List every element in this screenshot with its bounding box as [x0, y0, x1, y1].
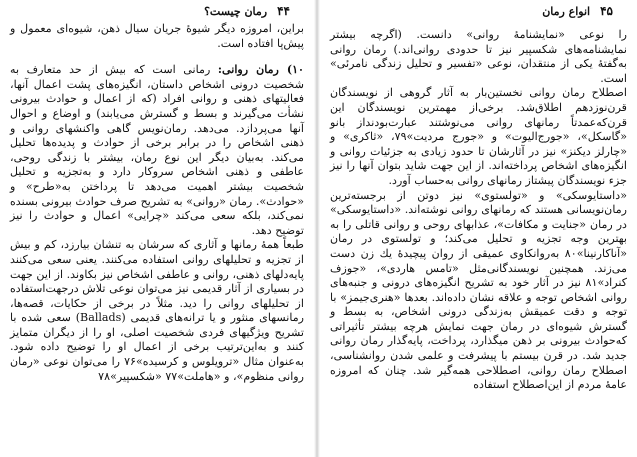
section-title: ۱۰) رمان روانی: — [217, 63, 304, 77]
left-body-text — [6, 22, 308, 384]
right-running-title: انواع رمان — [542, 4, 591, 18]
left-page — [6, 0, 308, 457]
right-body-text — [326, 22, 631, 393]
left-intro-paragraph: براین، امروزه دیگر شیوهٔ جریان سیال ذهن، شیوه‌ای معمول و پیش‌پا افتاده است. — [10, 22, 304, 50]
right-page — [326, 0, 631, 457]
book-gutter — [314, 0, 320, 457]
left-page-number: ۴۴ — [277, 4, 290, 18]
left-running-title: رمان چیست؟ — [204, 4, 268, 18]
section-body: رمانی است که بیش از حد متعارف به شخصیت درونی اشخاص داستان، انگیزه‌های پشت اعمال آنها، فعالیتهای ذهنی و روانی افراد (که از اعمال و حوادث بیرونی نشأت می‌گیرند و بسط و گسترش می‌یابند) و اوضاع و احوال آنها می‌پردازد. می‌دهد. رمان‌نویس گاهی واکنشهای روانی و ذهنی اشخاص را در برابر برخی از حوادث و پدیده‌ها تحلیل می‌کند. به‌بیان دیگر این نوع رمان، بیشتر با زندگی روحی، عاطفی و ذهنی اشخاص سروکار دارد و به‌تجزیه و تحلیل شخصیت بیشتر اهمیت می‌دهد تا پرداختن به‌«طرح» و «حوادث». رمان «روانی» به تشریح صرف حوادث بیرونی بسنده نمی‌کند، بلکه سعی می‌کند «چرایی» اعمال و حوادث را نیز توضیح دهد. — [10, 63, 304, 237]
left-page-header — [6, 0, 308, 22]
right-page-number: ۴۵ — [600, 4, 613, 18]
right-paragraph-two: اصطلاح رمان روانی نخستین‌بار به آثار گروهی از نویسندگان قرن‌نوزدهم اطلاق‌شد. برخی‌از مهمترین نویسندگان این قرن‌که‌عمدتاً رمانهای روانی می‌نوشتند عبارت‌بودند‌از بانو «گاسکل»، «جورج‌الیوت» و «جورج مردیت»۷۹، «ثاکری» و «چارلز دیکنز» نیز در آثارشان تا حدود زیادی به جزئیات روانی و انگیزه‌های اشخاص پرداخته‌اند. از این جهت شاید بتوان آنها را نیز جزء نویسندگان پیشتاز رمانهای روانی به‌حساب آورد. — [330, 86, 627, 187]
right-page-header — [326, 0, 631, 22]
psychological-novel-section — [10, 63, 304, 238]
right-paragraph-three: «داستایوسکی» و «تولستوی» نیز دوتن از برجسته‌ترین رمان‌نویسانی هستند که رمانهای روانی نوشته‌اند. «داستایوسکی» در رمان «جنایت و مکافات»، عذابهای روحی و روانی قاتلی را به بهترین وجه تجزیه و تحلیل می‌کند؛ و تولستوی در رمان «آناکارنینا»۸۰ به‌روانکاوی عمیقی از روان پیچیدهٔ یك زن دست می‌زند. همچنین نویسندگانی‌مثل «تامس هاردی»، «جوزف کنراد»۸۱ نیز در آثار خود به تشریح انگیزه‌های درونی و جنبه‌های روانی اشخاص توجه و علاقه نشان داده‌اند. بعدها «هنری‌جیمز» با توجه و دقت عمیقش به‌زندگی درونی اشخاص، به بسط و گسترش شیوه‌ای در رمان جهت نمایش هرچه بیشتر تأثیراتی که‌حوادث بیرونی بر ذهن میگذارد، پرداخت، پایه‌گذار رمان روانی جدید شد. در قرن بیستم با پیشرفت و علمی شدن روانشناسی، اصطلاح رمان روانی، اصطلاحی همه‌گیر شد. چنان که امروزه عامهٔ مردم از این‌اصطلاح استفاده — [330, 188, 627, 392]
right-paragraph-one: را نوعی «نمایشنامهٔ روانی» دانست. (اگرچه بیشتر نمایشنامه‌های شکسپیر نیز تا حدودی روانی‌اند.) رمان روانی به‌گفتهٔ یکی از منتقدان، نوعی «تفسیر و تحلیل زندگی نامرئی» است. — [330, 28, 627, 85]
left-second-paragraph: طبعاً همهٔ رمانها و آثاری که سرشان به تنشان بیارزد، کم و بیش از تجزیه و تحلیلهای روانی استفاده می‌کنند. یعنی سعی می‌کنند پایه‌دلهای ذهنی، روانی و عاطفی اشخاص نیز بکاوند. از این جهت در بسیاری از آثار قدیمی نیز می‌توان نوعی تلاش درجهت‌استفاده از تحلیلهای روانی را دید. مثلاً در برخی از حکایات، قصه‌ها، رمانسهای منثور و یا ترانه‌های قدیمی (Ballads) سعی شده با تشریح ویژگیهای فردی شخصیت اصلی، او را از دیگران متمایز کنند و به‌این‌ترتیب برخی از اعمال او را توضیح داده شود. به‌عنوان مثال «ترویلوس و کرسیده»۷۶ را می‌توان نوعی «رمان روانی منظوم»، و «هاملت»۷۷ «شکسپیر»۷۸ — [10, 238, 304, 383]
